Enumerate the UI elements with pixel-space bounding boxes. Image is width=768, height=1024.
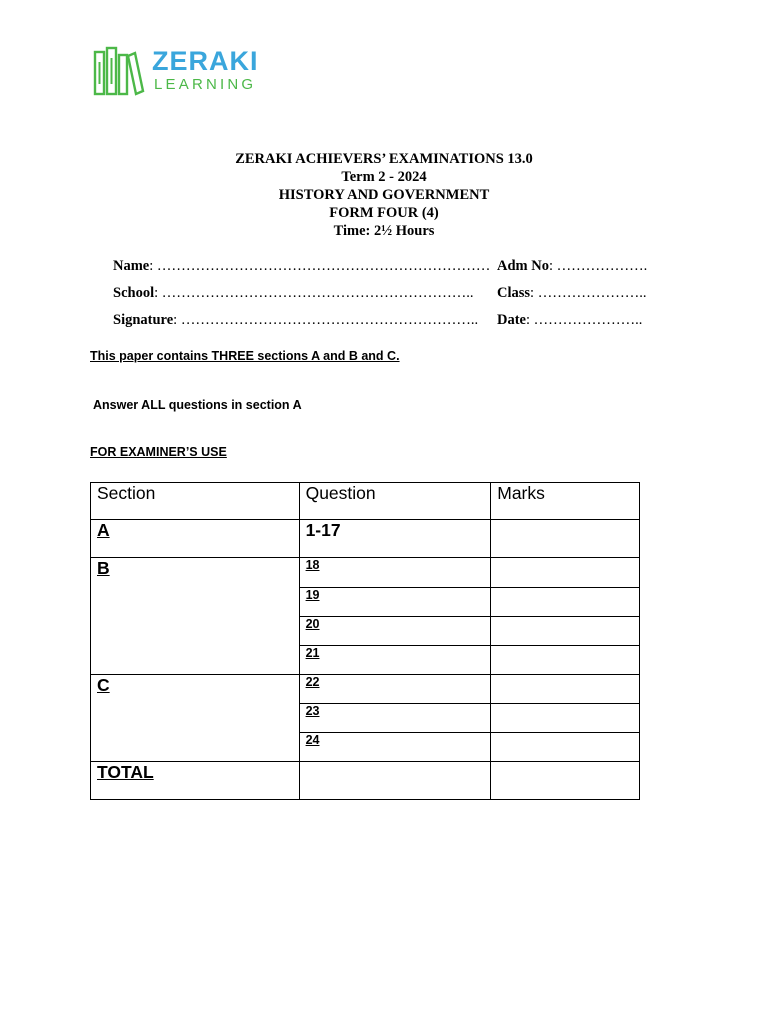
date-dots: : ………………….. [526, 312, 643, 328]
exam-term: Term 2 - 2024 [341, 169, 427, 185]
marks-24[interactable] [491, 733, 640, 762]
school-label: School [113, 285, 155, 301]
adm-field[interactable] [497, 256, 647, 276]
section-c-cell: C [91, 675, 300, 762]
name-field[interactable] [113, 256, 490, 276]
class-field[interactable] [497, 283, 646, 303]
question-column-header: Question [299, 483, 491, 520]
signature-dots: : …………………………………………………….. [173, 312, 479, 328]
exam-header [0, 150, 768, 240]
signature-field[interactable] [113, 310, 478, 330]
question-24: 24 [299, 733, 491, 762]
section-a-cell: A [91, 520, 300, 558]
school-dots: : ……………………………………………………….. [154, 285, 474, 301]
zeraki-logo [92, 44, 282, 98]
school-row [113, 283, 673, 303]
table-row [91, 675, 640, 704]
logo-subtitle: LEARNING [154, 76, 257, 93]
answer-all-note: Answer ALL questions in section A [93, 398, 302, 412]
section-a-questions: 1-17 [299, 520, 491, 558]
examiner-use-heading: FOR EXAMINER’S USE [90, 445, 227, 459]
question-18: 18 [299, 558, 491, 588]
question-22: 22 [299, 675, 491, 704]
adm-dots: : ………………. [548, 258, 648, 274]
name-label: Name [113, 258, 150, 274]
marks-table [90, 482, 640, 800]
adm-label: Adm No [497, 258, 549, 274]
question-21: 21 [299, 646, 491, 675]
exam-subject: HISTORY AND GOVERNMENT [278, 187, 490, 203]
exam-time: Time: 2½ Hours [333, 223, 435, 239]
signature-row [113, 310, 673, 330]
logo-wordmark: ZERAKI [152, 46, 259, 76]
total-row [91, 762, 640, 800]
marks-23[interactable] [491, 704, 640, 733]
total-label: TOTAL [91, 762, 300, 800]
class-dots: : ………………….. [530, 285, 647, 301]
exam-form: FORM FOUR (4) [329, 205, 439, 221]
marks-18[interactable] [491, 558, 640, 588]
section-a-marks[interactable] [491, 520, 640, 558]
sections-note: This paper contains THREE sections A and B and C. [90, 349, 400, 363]
signature-label: Signature [113, 312, 174, 328]
class-label: Class [497, 285, 531, 301]
section-column-header: Section [91, 483, 300, 520]
question-20: 20 [299, 617, 491, 646]
school-field[interactable] [113, 283, 474, 303]
date-label: Date [497, 312, 526, 328]
total-marks[interactable] [491, 762, 640, 800]
books-logo-icon [92, 44, 148, 98]
table-row [91, 558, 640, 588]
marks-21[interactable] [491, 646, 640, 675]
date-field[interactable] [497, 310, 642, 330]
question-23: 23 [299, 704, 491, 733]
table-header-row [91, 483, 640, 520]
name-dots: : …………………………………………………………… [149, 258, 491, 274]
section-b-cell: B [91, 558, 300, 675]
total-questions [299, 762, 491, 800]
marks-column-header: Marks [491, 483, 640, 520]
marks-20[interactable] [491, 617, 640, 646]
table-row [91, 520, 640, 558]
marks-19[interactable] [491, 588, 640, 617]
name-row [113, 256, 673, 276]
question-19: 19 [299, 588, 491, 617]
exam-title: ZERAKI ACHIEVERS’ EXAMINATIONS 13.0 [235, 151, 533, 167]
marks-22[interactable] [491, 675, 640, 704]
